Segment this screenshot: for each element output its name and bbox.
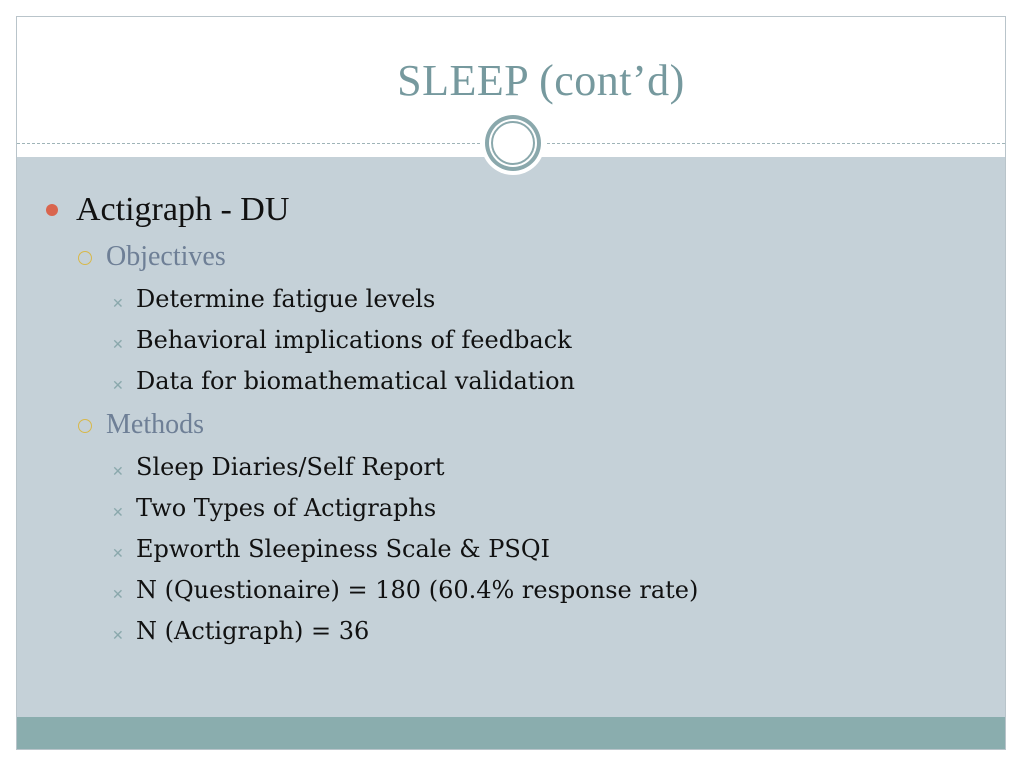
bullet-text: Epworth Sleepiness Scale & PSQI (136, 535, 550, 563)
cross-mark-icon: ✕ (112, 378, 124, 394)
cross-mark-icon: ✕ (112, 628, 124, 644)
cross-mark-icon: ✕ (112, 505, 124, 521)
cross-mark-icon: ✕ (112, 587, 124, 603)
hollow-circle-icon (78, 251, 92, 265)
cross-mark-icon: ✕ (112, 546, 124, 562)
bullet-text: Sleep Diaries/Self Report (136, 453, 445, 481)
cross-mark-icon: ✕ (112, 464, 124, 480)
bullet-text: Methods (106, 409, 204, 440)
bullet-text: N (Actigraph) = 36 (136, 617, 370, 645)
cross-mark-icon: ✕ (112, 337, 124, 353)
footer-band (17, 717, 1005, 750)
hollow-circle-icon (78, 419, 92, 433)
bullet-text: Actigraph - DU (76, 191, 290, 228)
bullet-text: Objectives (106, 241, 226, 272)
bullet-text: Determine fatigue levels (136, 285, 436, 313)
bullet-text: Data for biomathematical validation (136, 367, 575, 395)
ornament-inner-ring (491, 121, 535, 165)
bullet-text: N (Questionaire) = 180 (60.4% response rate) (136, 576, 699, 604)
bullet-text: Behavioral implications of feedback (136, 326, 572, 354)
filled-circle-icon (46, 204, 58, 216)
bullet-text: Two Types of Actigraphs (136, 494, 437, 522)
slide-title: SLEEP (cont’d) (397, 56, 685, 105)
cross-mark-icon: ✕ (112, 296, 124, 312)
